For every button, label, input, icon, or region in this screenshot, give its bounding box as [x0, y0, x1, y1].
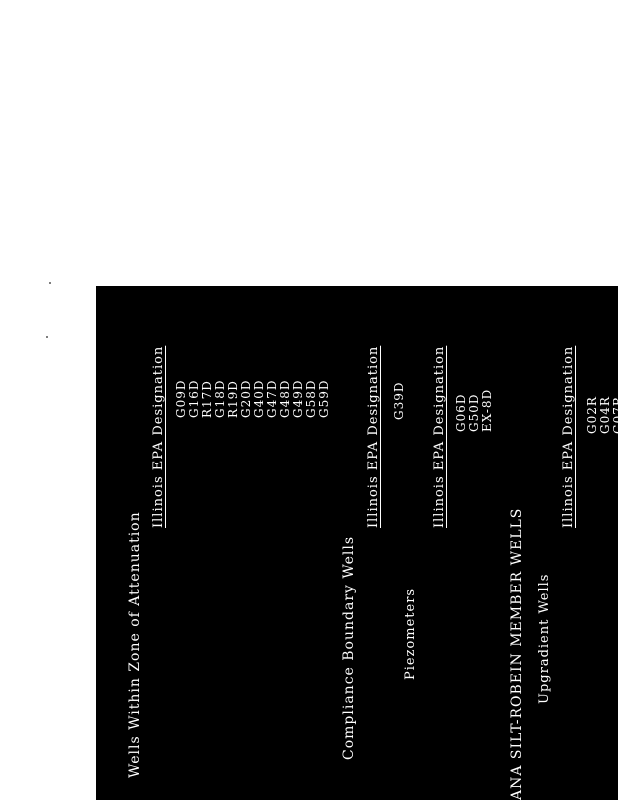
well-id: G49D [291, 379, 305, 418]
well-id: G09D [174, 379, 188, 418]
well-id: G18D [213, 379, 227, 418]
well-id: G02R [585, 396, 599, 434]
well-id: G59D [317, 379, 331, 418]
well-id: G39D [392, 381, 406, 420]
well-id: G04R [598, 396, 612, 434]
well-id: G48D [278, 379, 292, 418]
well-id: G06D [454, 393, 468, 432]
section-heading: Wells Within Zone of Attenuation [127, 511, 143, 778]
designation-label: Illinois EPA Designation [151, 345, 166, 528]
scan-speck [49, 282, 51, 284]
designation-label: Illinois EPA Designation [432, 345, 447, 528]
well-id: EX-8D [480, 388, 494, 432]
well-id: R19D [226, 380, 240, 418]
well-id: G50D [467, 393, 481, 432]
well-id: G16D [187, 379, 201, 418]
well-id: G47D [265, 379, 279, 418]
section-heading: ANA SILT-ROBEIN MEMBER WELLS [509, 507, 525, 800]
well-id: G58D [304, 379, 318, 418]
section-heading: Compliance Boundary Wells [341, 535, 357, 760]
well-id: R17D [200, 380, 214, 418]
scanned-page [96, 286, 625, 800]
section-subheading: Upgradient Wells [537, 573, 552, 704]
designation-label: Illinois EPA Designation [366, 345, 381, 528]
section-heading: Piezometers [403, 587, 418, 680]
designation-label: Illinois EPA Designation [561, 345, 576, 528]
well-id: G20D [239, 379, 253, 418]
well-id: G40D [252, 379, 266, 418]
well-id: G07R [611, 396, 625, 434]
scan-speck [46, 336, 48, 338]
